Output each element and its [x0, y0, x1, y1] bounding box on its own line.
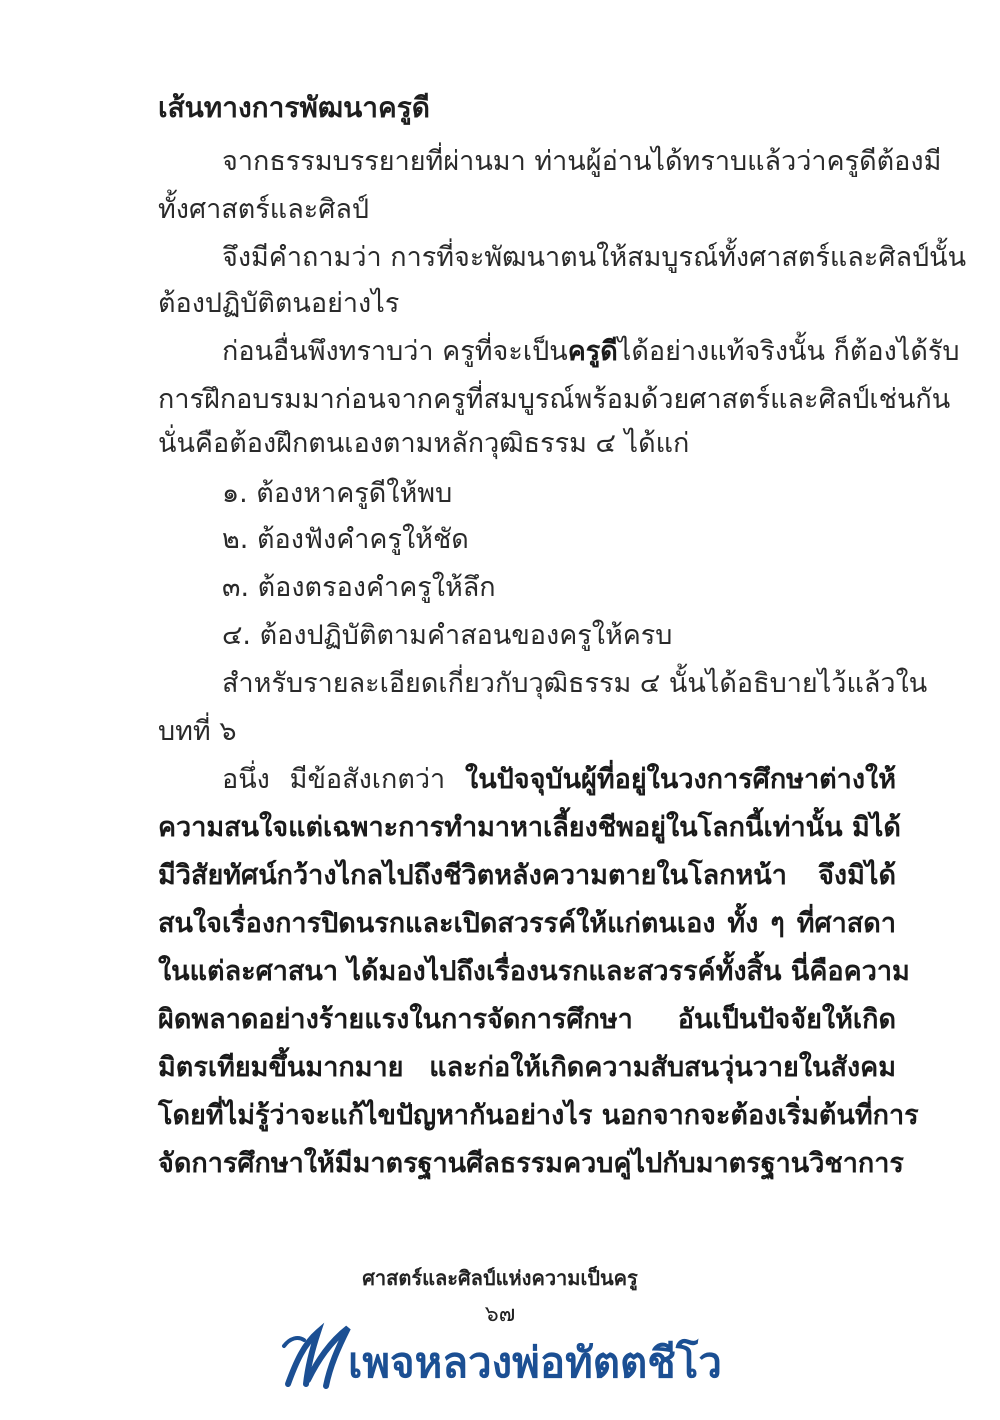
- list-item: ๓. ต้องตรองคำครูให้ลึก: [222, 572, 496, 603]
- paragraph-5-line: โดยที่ไม่รู้ว่าจะแก้ไขปัญหากันอย่างไร นอกจากจะต้องเริ่มต้นที่การ: [158, 1100, 919, 1131]
- paragraph-1-line-1: จากธรรมบรรยายที่ผ่านมา ท่านผู้อ่านได้ทราบแล้วว่าครูดีต้องมี: [222, 146, 942, 177]
- paragraph-1-line-2: ทั้งศาสตร์และศิลป์: [158, 194, 370, 225]
- book-title-footer: ศาสตร์และศิลป์แห่งความเป็นครู: [362, 1266, 638, 1290]
- paragraph-3-line-1: [222, 332, 960, 372]
- paragraph-3-text-c: ได้อย่างแท้จริงนั้น ก็ต้องได้รับ: [617, 336, 960, 367]
- paragraph-5-lead: อนึ่ง มีข้อสังเกตว่า: [222, 764, 466, 795]
- paragraph-4-line-1: สำหรับรายละเอียดเกี่ยวกับวุฒิธรรม ๔ นั้นได้อธิบายไว้แล้วใน: [222, 668, 928, 699]
- paragraph-2-line-2: ต้องปฏิบัติตนอย่างไร: [158, 288, 400, 319]
- page-number: ๖๗: [484, 1302, 516, 1327]
- paragraph-3-line-3: นั่นคือต้องฝึกตนเองตามหลักวุฒิธรรม ๔ ได้แก่: [158, 428, 690, 459]
- paragraph-3-text-a: ก่อนอื่นพึงทราบว่า ครูที่จะเป็น: [222, 336, 568, 367]
- paragraph-5-line: จัดการศึกษาให้มีมาตรฐานศีลธรรมควบคู่ไปกับมาตรฐานวิชาการ: [158, 1148, 904, 1179]
- paragraph-3-line-2: การฝึกอบรมมาก่อนจากครูที่สมบูรณ์พร้อมด้วยศาสตร์และศิลป์เช่นกัน: [158, 384, 951, 415]
- list-item: ๔. ต้องปฏิบัติตามคำสอนของครูให้ครบ: [222, 620, 673, 651]
- logo-mark-icon: [278, 1322, 358, 1402]
- paragraph-2-line-1: จึงมีคำถามว่า การที่จะพัฒนาตนให้สมบูรณ์ทั้งศาสตร์และศิลป์นั้น: [222, 242, 967, 273]
- paragraph-5-line: มีวิสัยทัศน์กว้างไกลไปถึงชีวิตหลังความตายในโลกหน้า จึงมิได้: [158, 860, 896, 891]
- paragraph-5-emphasis: ในปัจจุบันผู้ที่อยู่ในวงการศึกษาต่างให้: [465, 764, 896, 795]
- paragraph-5-line: ผิดพลาดอย่างร้ายแรงในการจัดการศึกษา อันเป็นปัจจัยให้เกิด: [158, 1004, 896, 1035]
- list-item: ๑. ต้องหาครูดีให้พบ: [222, 478, 453, 509]
- paragraph-5-line: ในแต่ละศาสนา ได้มองไปถึงเรื่องนรกและสวรรค์ทั้งสิ้น นี่คือความ: [158, 956, 910, 987]
- section-heading: เส้นทางการพัฒนาครูดี: [158, 91, 430, 124]
- list-item: ๒. ต้องฟังคำครูให้ชัด: [222, 524, 469, 555]
- logo-text: เพจหลวงพ่อทัตตชีโว: [348, 1338, 722, 1387]
- paragraph-5-line: สนใจเรื่องการปิดนรกและเปิดสวรรค์ให้แก่ตนเอง ทั้ง ๆ ที่ศาสดา: [158, 908, 896, 939]
- page-logo: [278, 1322, 728, 1402]
- paragraph-5-line: มิตรเทียมขึ้นมากมาย และก่อให้เกิดความสับสนวุ่นวายในสังคม: [158, 1052, 896, 1083]
- paragraph-5-line: ความสนใจแต่เฉพาะการทำมาหาเลี้ยงชีพอยู่ในโลกนี้เท่านั้น มิได้: [158, 812, 901, 843]
- paragraph-4-line-2: บทที่ ๖: [158, 716, 237, 747]
- emphasis-good-teacher: ครูดี: [567, 336, 618, 367]
- paragraph-5-line-1: [222, 760, 896, 800]
